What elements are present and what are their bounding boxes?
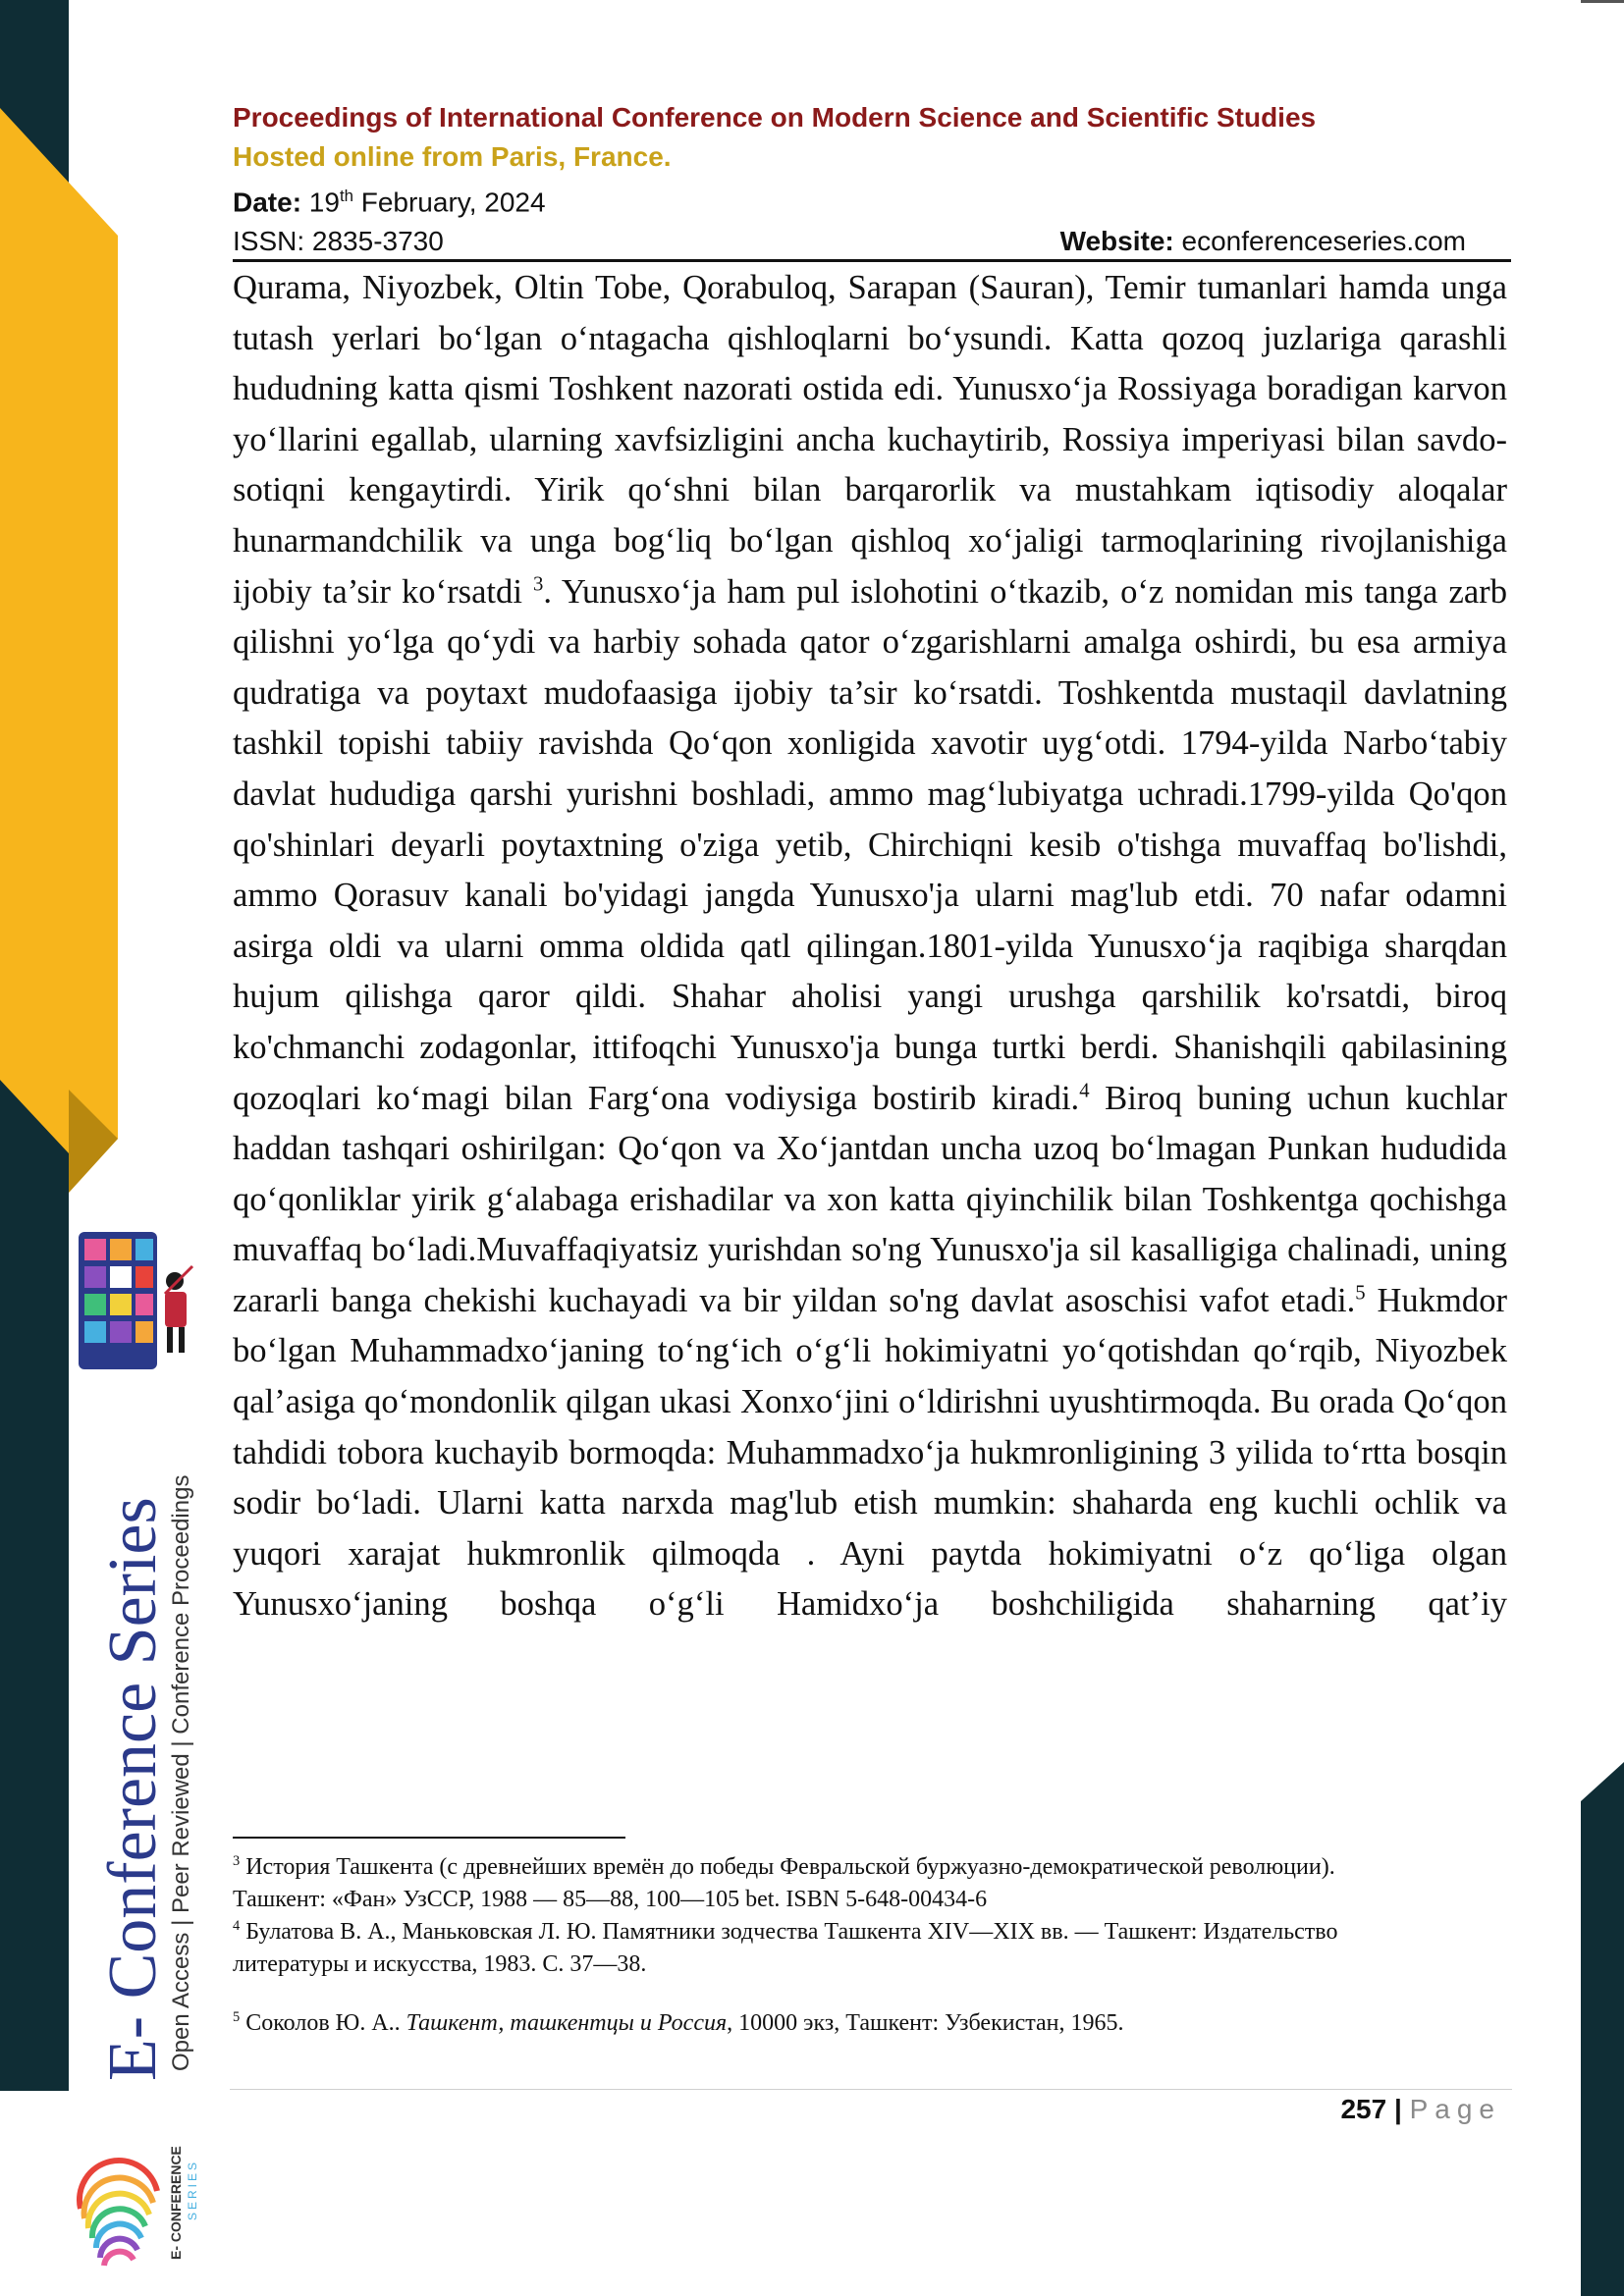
conference-date — [233, 177, 1511, 222]
conference-logo-icon — [80, 2161, 157, 2266]
article-body — [233, 263, 1507, 1630]
header-divider — [233, 259, 1511, 262]
body-text-part1: Qurama, Niyozbek, Oltin Tobe, Qorabuloq, Sarapan (Sauran), Temir tumanlari hamda unga tutash yerlari bo‘lgan o‘ntagacha qishloqlarni bo‘ysundi. Katta qozoq juzlariga qarashli hududning katta qismi Toshkent nazorati ostida edi. Yunusxo‘ja Rossiyaga boradigan karvon yo‘llarini egallab, ularning xavfsizligini ancha kuchaytirib, Rossiya imperiyasi bilan savdo-sotiqni kengaytirdi. Yirik qo‘shni bilan barqarorlik va mustahkam iqtisodiy aloqalar hunarmandchilik va unga bog‘liq bo‘lgan qishloq xo‘jaligi tarmoqlarining rivojlanishiga ijobiy ta’sir ko‘rsatdi — [233, 269, 1507, 611]
issn-website-row — [233, 222, 1511, 261]
footnote-number: 4 — [233, 1918, 241, 1934]
date-day: 19 — [308, 187, 340, 218]
page-number — [1340, 2094, 1501, 2125]
footer-divider — [230, 2089, 1512, 2090]
footnote-text: История Ташкента (с древнейших времён до победы Февральской буржуазно-демократической революции). Ташкент: «Фан» УзССР, 1988 — 85—88, 100—105 bet. ISBN 5-648-00434-6 — [233, 1854, 1335, 1912]
page-label: Page — [1409, 2094, 1501, 2124]
people-illustration — [79, 1232, 192, 1369]
footnote-ref-5[interactable]: 5 — [1355, 1282, 1366, 1305]
date-label: Date: — [233, 187, 302, 218]
date-rest: February, 2024 — [360, 187, 546, 218]
footnote-book-title: Ташкент, ташкентцы и Россия — [406, 2010, 728, 2036]
footnote-ref-3[interactable]: 3 — [533, 573, 544, 596]
footnote-text: Булатова В. А., Маньковская Л. Ю. Памятники зодчества Ташкента XIV—XIX вв. — Ташкент: Издательство литературы и искусства, 1983. С. 37—38. — [233, 1919, 1338, 1977]
body-paragraph — [233, 263, 1507, 1630]
footnote-5 — [233, 2007, 1401, 2040]
footnotes — [233, 1851, 1401, 2040]
footnote-3 — [233, 1851, 1401, 1916]
page-number-value: 257 — [1340, 2094, 1387, 2124]
logo-text-line1: E- CONFERENCE — [168, 2146, 184, 2260]
website-url[interactable]: econferenceseries.com — [1181, 226, 1466, 257]
body-text-part4: Hukmdor bo‘lgan Muhammadxo‘janing to‘ng‘ich o‘g‘li hokimiyatni yo‘qotishdan qo‘rqib, Niyozbek qal’asiga qo‘mondonlik qilgan ukasi Xonxo‘jini o‘ldirishni uyushtirmoqda. Bu orada Qo‘qon tahdidi tobora kuchayib bormoqda: Muhammadxo‘ja hukmronligining 3 yilida to‘rtta bosqin sodir bo‘ladi. Ularni katta narxda mag'lub etish mumkin: shaharda eng kuchli ochlik va yuqori xarajat hukmronlik qilmoqda . Ayni paytda hokimiyatni o‘z qo‘liga olgan Yunusxo‘janing boshqa o‘g‘li Hamidxo‘ja boshchiligida shaharning qat’iy — [233, 1281, 1507, 1624]
footnote-number: 5 — [233, 2009, 241, 2025]
sidebar-decoration — [0, 0, 226, 2296]
page-header — [233, 98, 1511, 261]
sidebar-brand: E- Conference Series — [95, 1497, 171, 2081]
footnote-divider — [233, 1837, 625, 1839]
website-label: Website: — [1059, 226, 1174, 257]
date-suffix: th — [339, 187, 353, 205]
issn: ISSN: 2835-3730 — [233, 226, 444, 257]
body-text-part2: . Yunusxo‘ja ham pul islohotini o‘tkazib, o‘z nomidan mis tanga zarb qilishni yo‘lga qo‘ydi va harbiy sohada qator o‘zgarishlarni amalga oshirdi, bu esa armiya qudratiga va poytaxt mudofaasiga ijobiy ta’sir ko‘rsatdi. Toshkentda mustaqil davlatning tashkil topishi tabiiy ravishda Qo‘qon xonligida xavotir uyg‘otdi. 1794-yilda Narbo‘tabiy davlat hududiga qarshi yurishni boshladi, ammo mag‘lubiyatga uchradi.1799-yilda Qo'qon qo'shinlari deyarli poytaxtning o'ziga yetib, Chirchiqni kesib o'tishga muvaffaq bo'lishdi, ammo Qorasuv kanali bo'yidagi jangda Yunusxo'ja ularni mag'lub etdi. 70 nafar odamni asirga oldi va ularni omma oldida qatl qilingan.1801-yilda Yunusxo‘ja raqibiga sharqdan hujum qilishga qaror qildi. Shahar aholisi yangi urushga qarshilik ko'rsatdi, biroq ko'chmanchi zodagonlar, ittifoqchi Yunusxo'ja bunga turtki berdi. Shanishqili qabilasining qozoqlari ko‘magi bilan Farg‘ona vodiysiga bostirib kiradi. — [233, 572, 1507, 1117]
footnote-author: Соколов Ю. А.. — [245, 2010, 406, 2036]
top-right-mark — [1581, 0, 1624, 3]
sidebar-yellow-shape — [0, 108, 118, 1193]
footnote-number: 3 — [233, 1853, 241, 1869]
hosted-location: Hosted online from Paris, France. — [233, 141, 672, 172]
footnote-4 — [233, 1916, 1401, 1981]
body-text-part3: Biroq buning uchun kuchlar haddan tashqari oshirilgan: Qo‘qon va Xo‘jantdan uncha uzoq bo‘lmagan Punkan hududida qo‘qonliklar yirik g‘alabaga erishadilar va xon katta qiyinchilik bilan Toshkentga qochishga muvaffaq bo‘ladi.Muvaffaqiyatsiz yurishdan so'ng Yunusxo'ja sil kasalligiga chalinadi, uning zararli banga chekishi kuchayadi va bir yildan so'ng davlat asoschisi vafot etadi. — [233, 1079, 1507, 1319]
footnote-text: , 10000 экз, Ташкент: Узбекистан, 1965. — [727, 2010, 1124, 2036]
logo-text-line2: SERIES — [186, 2159, 199, 2220]
sidebar-tagline: Open Access | Peer Reviewed | Conference Proceedings — [168, 1474, 194, 2071]
page-separator: | — [1393, 2094, 1402, 2124]
website — [1060, 222, 1466, 261]
footnote-ref-4[interactable]: 4 — [1079, 1079, 1090, 1101]
conference-title: Proceedings of International Conference on Modern Science and Scientific Studies — [233, 102, 1317, 133]
footnote-spacer — [233, 1981, 1401, 2007]
right-edge-decoration — [1581, 1762, 1624, 2296]
